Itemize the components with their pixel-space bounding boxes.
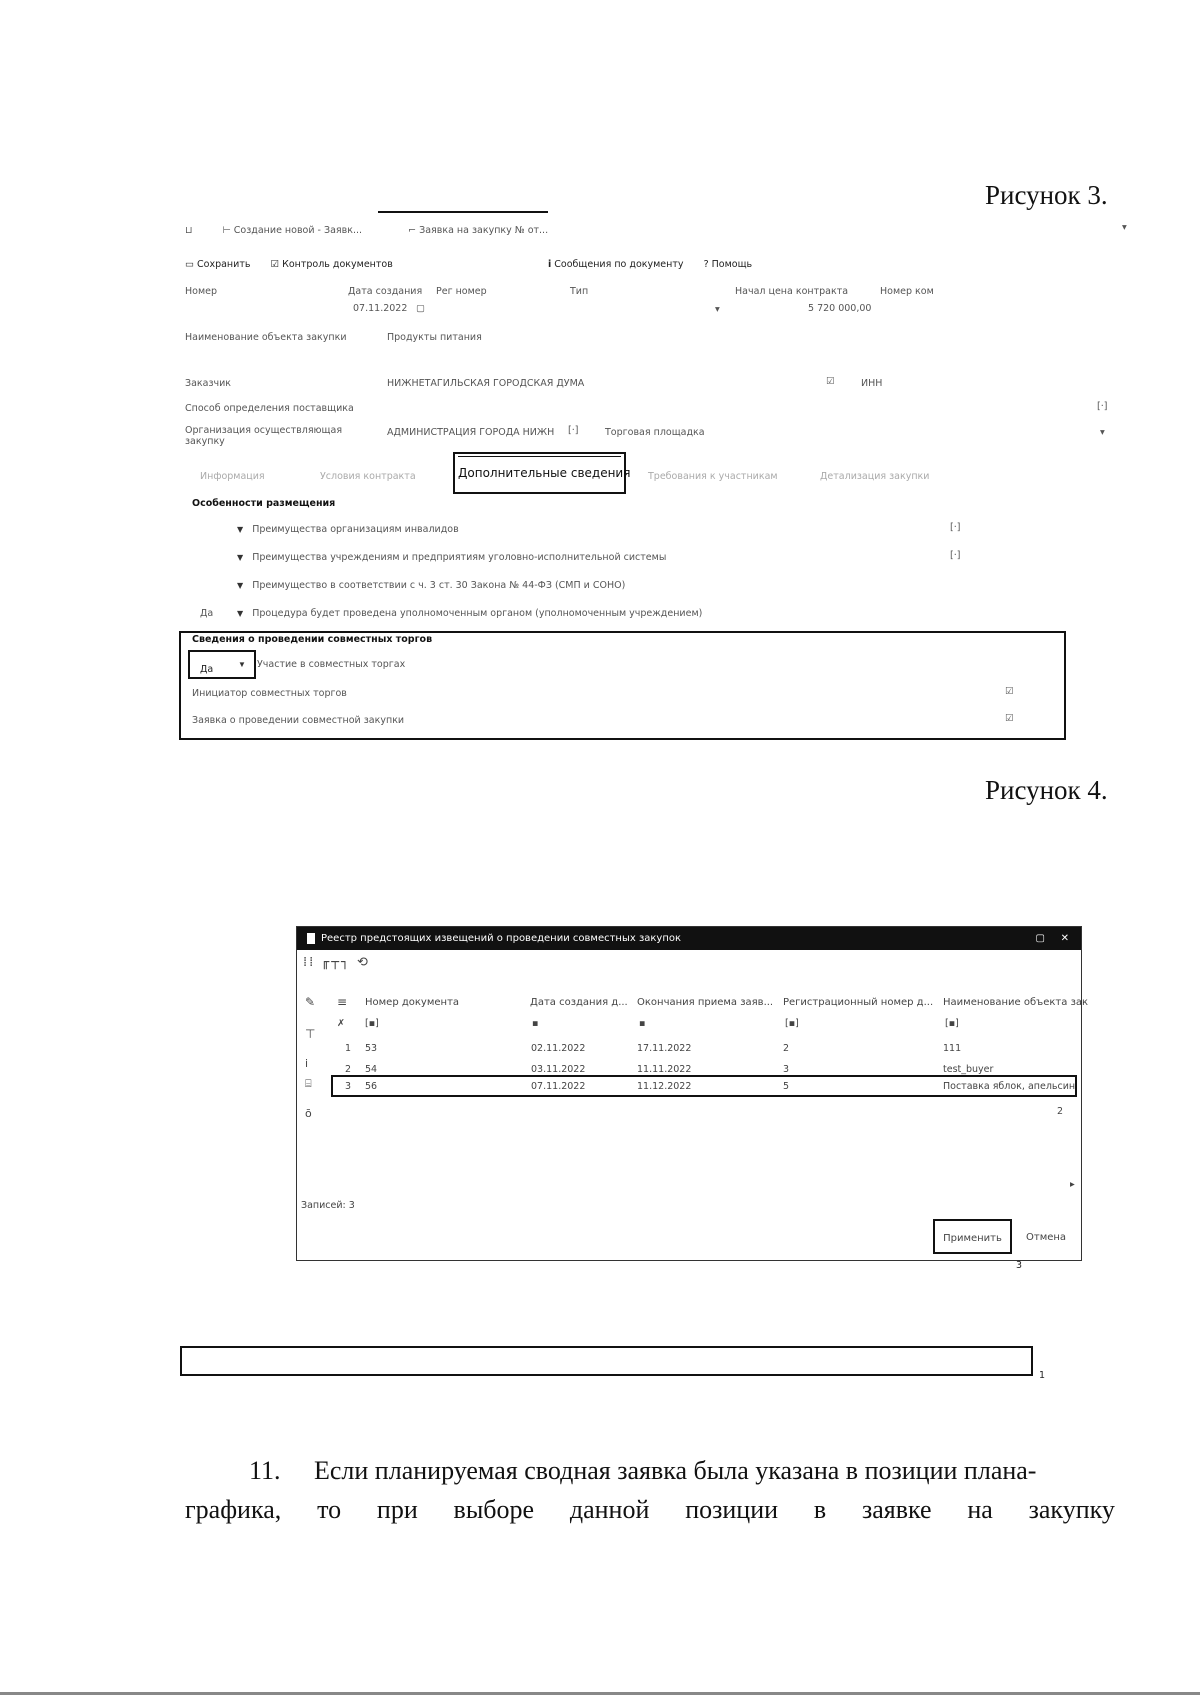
filter-clear-icon[interactable]: ✗	[337, 1018, 345, 1029]
paragraph-line1: Если планируемая сводная заявка была указана в позиции плана-	[314, 1456, 1037, 1485]
dropdown-icon: ▼	[237, 553, 244, 562]
back-icon[interactable]: ⊔	[185, 225, 193, 236]
messages-button[interactable]: i Сообщения по документу	[548, 259, 684, 270]
object-field[interactable]: Продукты питания	[387, 332, 482, 343]
dialog-titlebar: Реестр предстоящих извещений о проведении совместных закупок ▢ ✕	[297, 927, 1081, 950]
tab-purchase-request[interactable]: ⌐ Заявка на закупку № от...	[408, 225, 549, 236]
toolbar	[185, 259, 393, 270]
method-label: Способ определения поставщика	[185, 403, 354, 414]
inn-label: ИНН	[861, 378, 883, 389]
edit-icon[interactable]: ⌸	[305, 1077, 312, 1090]
participation-select[interactable]: Да ▼	[188, 650, 256, 679]
check-icon: ☑	[270, 259, 280, 270]
platform-label: Торговая площадка	[605, 427, 705, 438]
paragraph-line2: графика, то при выборе данной позиции в заявке на закупку	[185, 1495, 1115, 1524]
checkbox-icon[interactable]: ☑	[826, 376, 835, 387]
regnum-label: Рег номер	[436, 286, 487, 297]
type-dropdown-icon[interactable]: ▾	[715, 304, 720, 315]
joint-trades-title: Сведения о проведении совместных торгов	[192, 634, 433, 645]
callout-label: 1	[1039, 1370, 1046, 1381]
organizer-field[interactable]: АДМИНИСТРАЦИЯ ГОРОДА НИЖН	[387, 427, 555, 438]
column-header[interactable]: Дата создания д...	[530, 997, 628, 1008]
help-button[interactable]: ? Помощь	[703, 259, 753, 270]
callout-label: 2	[1057, 1106, 1064, 1117]
calendar-icon[interactable]: ▢	[416, 303, 425, 314]
table-row-selected[interactable]: 3 56 07.11.2022 11.12.2022 5 Поставка яблок, апельсин	[331, 1075, 1077, 1097]
object-label: Наименование объекта закупки	[185, 332, 347, 343]
empty-field-frame	[180, 1346, 1033, 1376]
feature-item[interactable]: ▼ Процедура будет проведена уполномоченным органом (уполномоченным учреждением)	[237, 608, 703, 619]
checkbox-icon[interactable]: ☑	[1005, 713, 1014, 724]
table-row[interactable]: 1 53 02.11.2022 17.11.2022 2 111	[345, 1043, 962, 1054]
feature-item-value[interactable]: Да	[200, 608, 214, 619]
checkbox-icon[interactable]: ☑	[1005, 686, 1014, 697]
registry-dialog	[296, 926, 1089, 1261]
dropdown-icon: ▼	[238, 660, 246, 669]
column-header[interactable]: Номер документа	[365, 997, 460, 1008]
chevron-down-icon[interactable]: ▾	[1122, 222, 1127, 233]
checkbox-icon[interactable]: [·]	[950, 550, 961, 561]
column-header[interactable]: Окончания приема заяв...	[637, 997, 774, 1008]
features-title: Особенности размещения	[192, 498, 336, 509]
paragraph-number: 11.	[249, 1456, 281, 1485]
tab-inner-border	[458, 456, 621, 457]
type-label: Тип	[570, 286, 589, 297]
cancel-button[interactable]: Отмена	[1026, 1232, 1067, 1243]
request-label: Заявка о проведении совместной закупки	[192, 715, 405, 726]
method-select-icon[interactable]: [·]	[1097, 401, 1108, 412]
tab-purchase-details[interactable]: Детализация закупки	[820, 471, 930, 482]
price-label: Начал цена контракта	[735, 286, 849, 297]
feature-item[interactable]: ▼ Преимущество в соответствии с ч. 3 ст. 30 Закона № 44-ФЗ (СМП и СОНО)	[237, 580, 626, 591]
tab-information[interactable]: Информация	[200, 471, 265, 482]
active-tab-indicator	[378, 211, 548, 213]
tab-additional-info[interactable]: Дополнительные сведения	[453, 452, 626, 494]
bottom-icon[interactable]: ō	[305, 1107, 312, 1120]
apply-button[interactable]: Применить	[933, 1219, 1012, 1254]
date-label: Дата создания	[348, 286, 423, 297]
pin-icon[interactable]: ✎	[305, 995, 316, 1009]
dropdown-icon: ▼	[237, 525, 244, 534]
tab-contract-conditions[interactable]: Условия контракта	[320, 471, 416, 482]
filter-cell[interactable]: [▪]	[365, 1018, 379, 1029]
organizer-label: Организация осуществляющая закупку	[185, 425, 343, 447]
checkbox-icon[interactable]: [·]	[950, 522, 961, 533]
dropdown-icon: ▼	[237, 581, 244, 590]
maximize-icon[interactable]: ▢	[1035, 933, 1045, 944]
filter-cell[interactable]: [▪]	[785, 1018, 799, 1029]
help-icon: ?	[703, 259, 709, 270]
document-icon: ⌐	[408, 225, 417, 236]
tab-bar	[185, 225, 548, 236]
figure4-caption: Рисунок 4.	[985, 775, 1108, 805]
toolbar-right	[548, 259, 752, 270]
control-documents-button[interactable]: ☑ Контроль документов	[270, 259, 393, 270]
table-row[interactable]: 2 54 03.11.2022 11.11.2022 3 test_buyer	[345, 1064, 994, 1075]
customer-label: Заказчик	[185, 378, 232, 389]
scroll-right-icon[interactable]: ▸	[1070, 1179, 1075, 1190]
com-number-label: Номер ком	[880, 286, 934, 297]
window-icon	[307, 933, 315, 944]
save-button[interactable]: ▭ Сохранить	[185, 259, 251, 270]
feature-item[interactable]: ▼ Преимущества организациям инвалидов	[237, 524, 459, 535]
customer-field[interactable]: НИЖНЕТАГИЛЬСКАЯ ГОРОДСКАЯ ДУМА	[387, 378, 585, 389]
close-icon[interactable]: ✕	[1060, 933, 1069, 944]
tab-new-request[interactable]: ⊢ Создание новой - Заявк...	[222, 225, 363, 236]
info-icon[interactable]: i	[305, 1057, 309, 1070]
document-icon: ⊢	[222, 225, 231, 236]
save-icon: ▭	[185, 259, 194, 270]
filter-cell[interactable]: ▪	[639, 1018, 646, 1029]
records-count: Записей: 3	[301, 1200, 355, 1211]
tab-participant-requirements[interactable]: Требования к участникам	[648, 471, 778, 482]
refresh-icon[interactable]: ⟲	[357, 955, 370, 970]
columns-icon[interactable]: ╓┬┐	[321, 955, 351, 970]
figure3-caption: Рисунок 3.	[985, 180, 1108, 210]
participation-label: Участие в совместных торгах	[257, 659, 406, 670]
column-header[interactable]: Наименование объекта зак	[943, 997, 1089, 1008]
grid-toolbar	[303, 955, 370, 970]
filter-cell[interactable]: ▪	[532, 1018, 539, 1029]
checkbox-icon[interactable]: [·]	[568, 425, 579, 436]
number-label: Номер	[185, 286, 217, 297]
column-header[interactable]: Регистрационный номер д...	[783, 997, 934, 1008]
message-icon: i	[548, 259, 552, 270]
initiator-label: Инициатор совместных торгов	[192, 688, 347, 699]
feature-item[interactable]: ▼ Преимущества учреждениям и предприятиям уголовно-исполнительной системы	[237, 552, 667, 563]
date-field[interactable]: 07.11.2022	[353, 303, 408, 314]
platform-dropdown-icon[interactable]: ▾	[1100, 427, 1105, 438]
price-field[interactable]: 5 720 000,00	[808, 303, 872, 314]
up-icon[interactable]: ⊤	[305, 1027, 316, 1041]
menu-icon[interactable]: ≡	[337, 995, 348, 1009]
callout-label: 3	[1016, 1260, 1023, 1271]
filter-cell[interactable]: [▪]	[945, 1018, 959, 1029]
dropdown-icon: ▼	[237, 609, 244, 618]
filter-icon[interactable]: ⁞⁞	[303, 955, 316, 970]
